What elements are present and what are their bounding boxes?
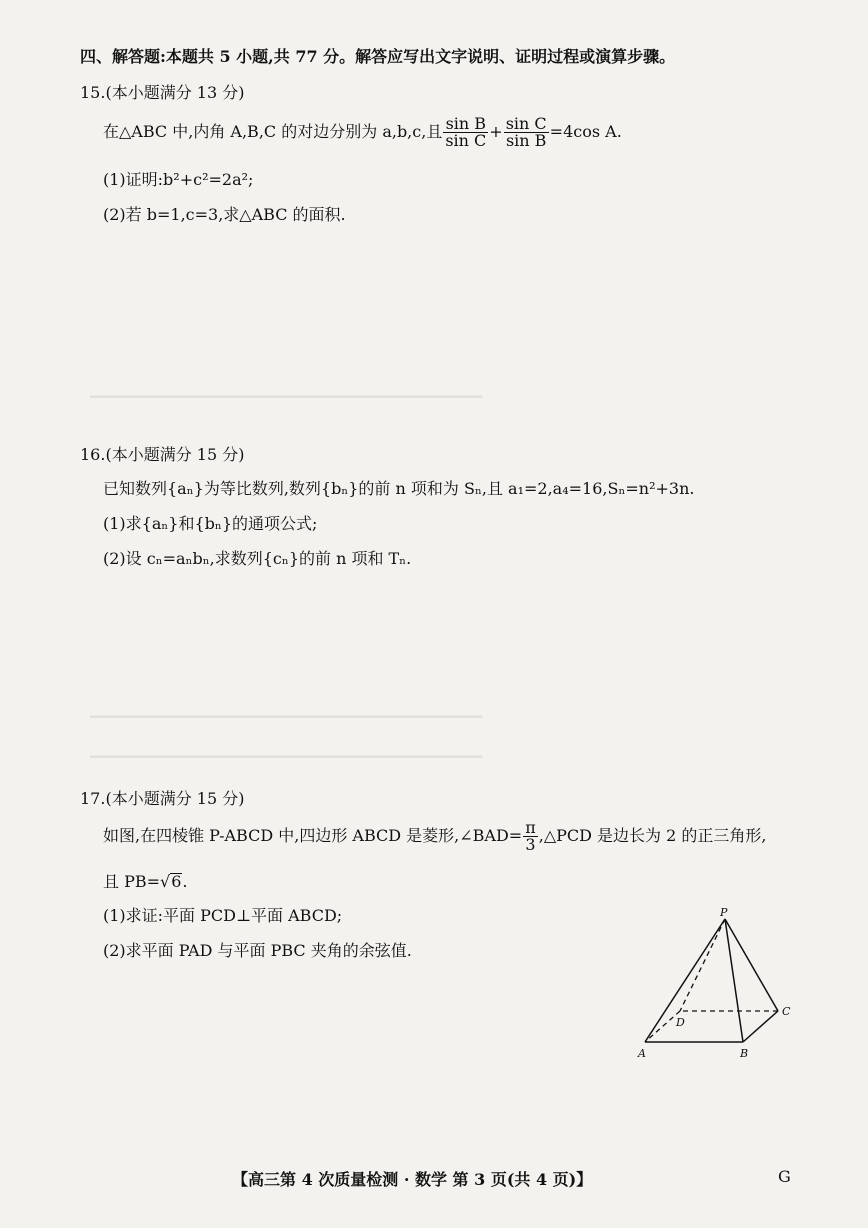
q15-stem [103,116,622,149]
q17-title: 17.(本小题满分 15 分) [80,789,245,808]
q15-frac1-numerator: sin B [443,116,488,133]
bleed-through-text: ▁▁▁▁▁▁▁▁▁▁▁▁▁▁▁▁▁▁▁▁▁▁▁▁▁▁▁▁▁▁▁▁▁▁ [90,380,483,398]
q17-part1: (1)求证:平面 PCD⊥平面 ABCD; [103,906,343,925]
bleed-through-text: ▁▁▁▁▁▁▁▁▁▁▁▁▁▁▁▁▁▁▁▁▁▁▁▁▁▁▁▁▁▁▁▁▁▁ [90,700,483,718]
q15-stem-prefix: 在△ABC 中,内角 A,B,C 的对边分别为 a,b,c,且 [103,122,443,141]
vertex-label-c: C [782,1005,791,1018]
q17-part2: (2)求平面 PAD 与平面 PBC 夹角的余弦值. [103,941,412,960]
q17-sqrt-radicand: 6 [171,872,182,891]
q17-angle-fraction [523,820,538,853]
page-footer: 【高三第 4 次质量检测 · 数学 第 3 页(共 4 页)】 [232,1170,593,1189]
sqrt-symbol: √ [160,872,171,891]
q16-part1: (1)求{aₙ}和{bₙ}的通项公式; [103,514,318,533]
bleed-through-text: ▁▁▁▁▁▁▁▁▁▁▁▁▁▁▁▁▁▁▁▁▁▁▁▁▁▁▁▁▁▁▁▁▁▁ [90,740,483,758]
pyramid-figure [630,905,800,1065]
q16-part2: (2)设 cₙ=aₙbₙ,求数列{cₙ}的前 n 项和 Tₙ. [103,549,412,568]
q15-fraction-1 [443,116,488,149]
vertex-label-p: P [720,906,728,919]
q15-part1: (1)证明:b²+c²=2a²; [103,170,254,189]
q17-stem [103,820,767,853]
q17-stem-line2 [103,869,188,892]
q17-angle-numerator: π [525,818,536,837]
q15-plus: + [489,122,503,141]
q15-fraction-2 [504,116,549,149]
vertex-label-b: B [740,1047,749,1060]
q15-part2: (2)若 b=1,c=3,求△ABC 的面积. [103,205,346,224]
q15-frac2-denominator: sin B [505,131,547,150]
q17-stem-suffix: ,△PCD 是边长为 2 的正三角形, [538,826,767,845]
q15-stem-suffix: =4cos A. [549,122,622,141]
section-heading: 四、解答题:本题共 5 小题,共 77 分。解答应写出文字说明、证明过程或演算步骤。 [80,47,676,66]
q16-stem: 已知数列{aₙ}为等比数列,数列{bₙ}的前 n 项和为 Sₙ,且 a₁=2,a₄=16,Sₙ=n²+3n. [103,479,695,498]
edge-bc [743,1011,778,1042]
edge-pc [725,919,778,1011]
q15-frac2-numerator: sin C [505,114,547,133]
vertex-label-d: D [676,1016,685,1029]
paper-code: G [778,1167,791,1186]
q16-title: 16.(本小题满分 15 分) [80,445,245,464]
q15-title: 15.(本小题满分 13 分) [80,83,245,102]
q17-stem-prefix: 如图,在四棱锥 P-ABCD 中,四边形 ABCD 是菱形,∠BAD= [103,826,523,845]
vertex-label-a: A [638,1047,646,1060]
edge-pa [645,919,725,1042]
edge-pb [725,919,743,1042]
q17-stem2-suffix: . [182,872,188,891]
q17-angle-denominator: 3 [525,835,536,854]
edge-pd [680,919,725,1011]
q15-frac1-denominator: sin C [445,131,487,150]
q17-stem2-prefix: 且 PB= [103,872,161,891]
